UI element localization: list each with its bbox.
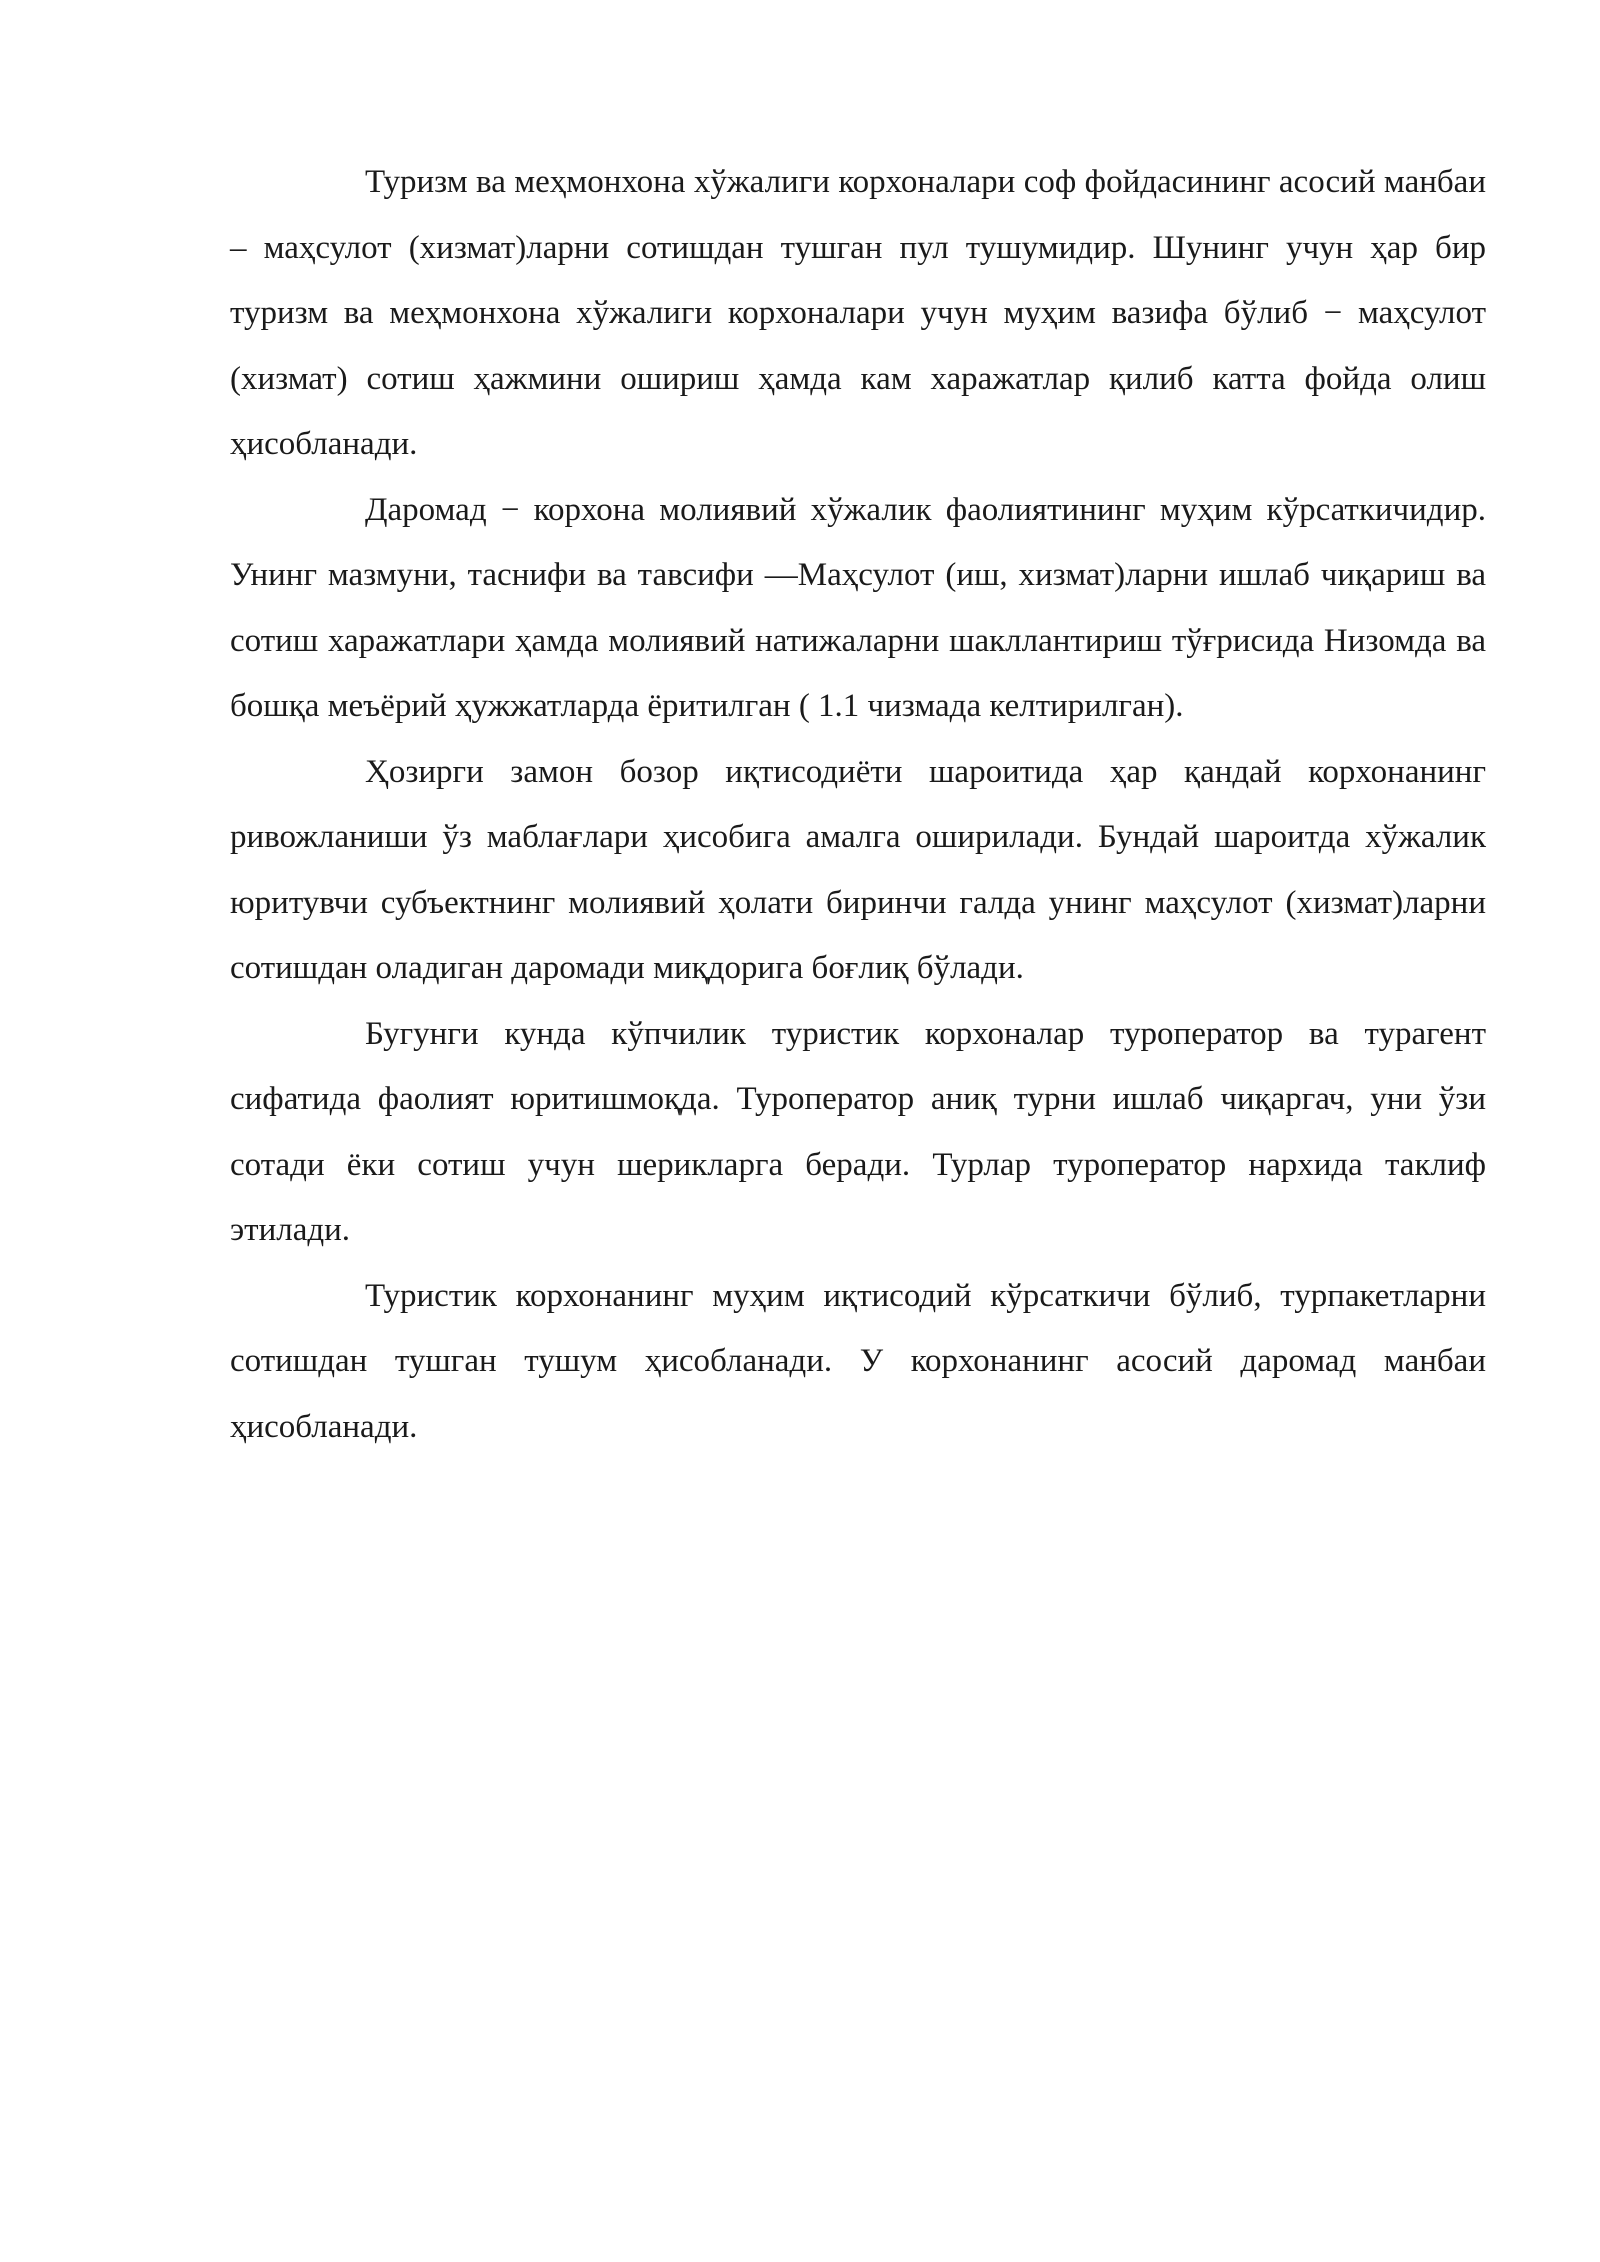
paragraph-4: Бугунги кунда кўпчилик туристик корхоналар туроператор ва турагент сифатида фаолият юритишмоқда. Туроператор аниқ турни ишлаб чиқаргач, уни ўзи сотади ёки сотиш учун шерикларга беради. Турлар туроператор нархида таклиф этилади. bbox=[230, 1015, 1486, 1248]
document-body bbox=[230, 150, 1486, 1460]
paragraph-1: Туризм ва меҳмонхона хўжалиги корхоналари соф фойдасининг асосий манбаи – маҳсулот (хизмат)ларни сотишдан тушган пул тушумидир. Шунинг учун ҳар бир туризм ва меҳмонхона хўжалиги корхоналари учун муҳим вазифа бўлиб − маҳсулот (хизмат) сотиш ҳажмини ошириш ҳамда кам харажатлар қилиб катта фойда олиш ҳисобланади. bbox=[230, 164, 1486, 462]
paragraph-2: Даромад − корхона молиявий хўжалик фаолиятининг муҳим кўрсаткичидир. Унинг мазмуни, таснифи ва тавсифи ―Маҳсулот (иш, хизмат)ларни ишлаб чиқариш ва сотиш харажатлари ҳамда молиявий натижаларни шакллантириш тўғрисида Низомда ва бошқа меъёрий ҳужжатларда ёритилган ( 1.1 чизмада келтирилган). bbox=[230, 491, 1486, 724]
paragraph-3: Ҳозирги замон бозор иқтисодиёти шароитида ҳар қандай корхонанинг ривожланиши ўз маблағлари ҳисобига амалга оширилади. Бундай шароитда хўжалик юритувчи субъектнинг молиявий ҳолати биринчи галда унинг маҳсулот (хизмат)ларни сотишдан оладиган даромади миқдорига боғлиқ бўлади. bbox=[230, 753, 1486, 986]
paragraph-5: Туристик корхонанинг муҳим иқтисодий кўрсаткичи бўлиб, турпакетларни сотишдан тушган тушум ҳисобланади. У корхонанинг асосий даромад манбаи ҳисобланади. bbox=[230, 1277, 1486, 1445]
